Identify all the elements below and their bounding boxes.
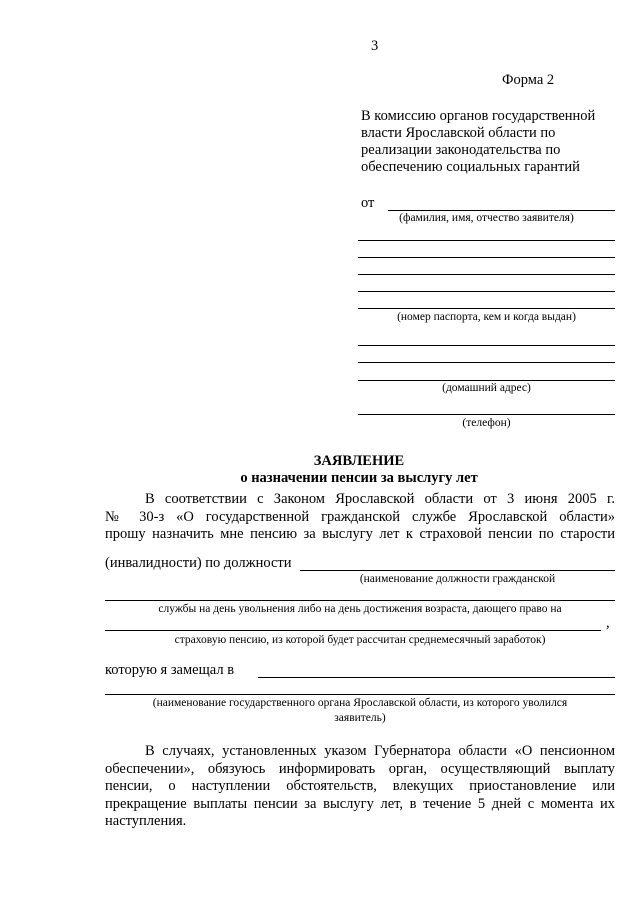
addressee-line-2: власти Ярославской области по — [361, 125, 556, 141]
paragraph-line: В соответствии с Законом Ярославской области от 3 июня 2005 г. — [145, 491, 615, 507]
organ-field-line[interactable] — [258, 677, 615, 678]
document-title: ЗАЯВЛЕНИЕ — [313, 453, 405, 469]
paragraph-1 — [105, 491, 615, 544]
paragraph-2 — [105, 743, 615, 813]
position-field-line[interactable] — [105, 630, 601, 631]
paragraph-line: пенсии, о наступлении обстоятельств, влекущих приостановление или — [105, 778, 615, 795]
organ-caption-1: (наименование государственного органа Ярославской области, из которого уволился — [152, 697, 568, 709]
position-caption-2: службы на день увольнения либо на день достижения возраста, дающего право на — [158, 603, 562, 615]
passport-field-line[interactable] — [358, 240, 615, 241]
comma: , — [606, 615, 610, 631]
page-number: 3 — [371, 38, 379, 54]
position-field-line[interactable] — [300, 570, 615, 571]
addressee-line-3: реализации законодательства по — [361, 142, 561, 158]
name-caption: (фамилия, имя, отчество заявителя) — [399, 212, 574, 224]
position-field-line[interactable] — [105, 600, 615, 601]
paragraph-line: обеспечении», обязуюсь информировать орган, осуществляющий выплату — [105, 760, 615, 777]
passport-field-line[interactable] — [358, 257, 615, 258]
organ-field-line[interactable] — [105, 694, 615, 695]
phone-field-line[interactable] — [358, 414, 615, 415]
paragraph-line: прекращение выплаты пенсии за выслугу лет, в течение 5 дней с момента их — [105, 795, 615, 812]
paragraph-1-last-line: (инвалидности) по должности — [105, 555, 292, 571]
paragraph-2-last-line: наступления. — [105, 813, 187, 829]
document-subtitle: о назначении пенсии за выслугу лет — [240, 470, 478, 486]
phone-caption: (телефон) — [462, 417, 511, 429]
address-field-line[interactable] — [358, 345, 615, 346]
from-label: от — [361, 195, 375, 211]
name-field-line[interactable] — [388, 210, 615, 211]
form-label: Форма 2 — [502, 72, 555, 88]
passport-field-line[interactable] — [358, 274, 615, 275]
held-label: которую я замещал в — [105, 662, 235, 678]
address-field-line[interactable] — [358, 380, 615, 381]
address-caption: (домашний адрес) — [442, 382, 531, 394]
organ-caption-2: заявитель) — [334, 712, 386, 724]
paragraph-line: прошу назначить мне пенсию за выслугу лет к страховой пенсии по старости — [105, 526, 615, 543]
passport-field-line[interactable] — [358, 291, 615, 292]
paragraph-line: В случаях, установленных указом Губернатора области «О пенсионном — [145, 743, 615, 759]
passport-field-line[interactable] — [358, 308, 615, 309]
position-caption-3: страховую пенсию, из которой будет рассчитан среднемесячный заработок) — [174, 634, 546, 646]
passport-caption: (номер паспорта, кем и когда выдан) — [397, 311, 576, 323]
address-field-line[interactable] — [358, 362, 615, 363]
addressee-line-1: В комиссию органов государственной — [361, 108, 596, 124]
paragraph-line: № 30-з «О государственной гражданской службе Ярославской области» — [105, 508, 615, 525]
addressee-line-4: обеспечению социальных гарантий — [361, 159, 580, 175]
position-caption-1: (наименование должности гражданской — [359, 573, 556, 585]
